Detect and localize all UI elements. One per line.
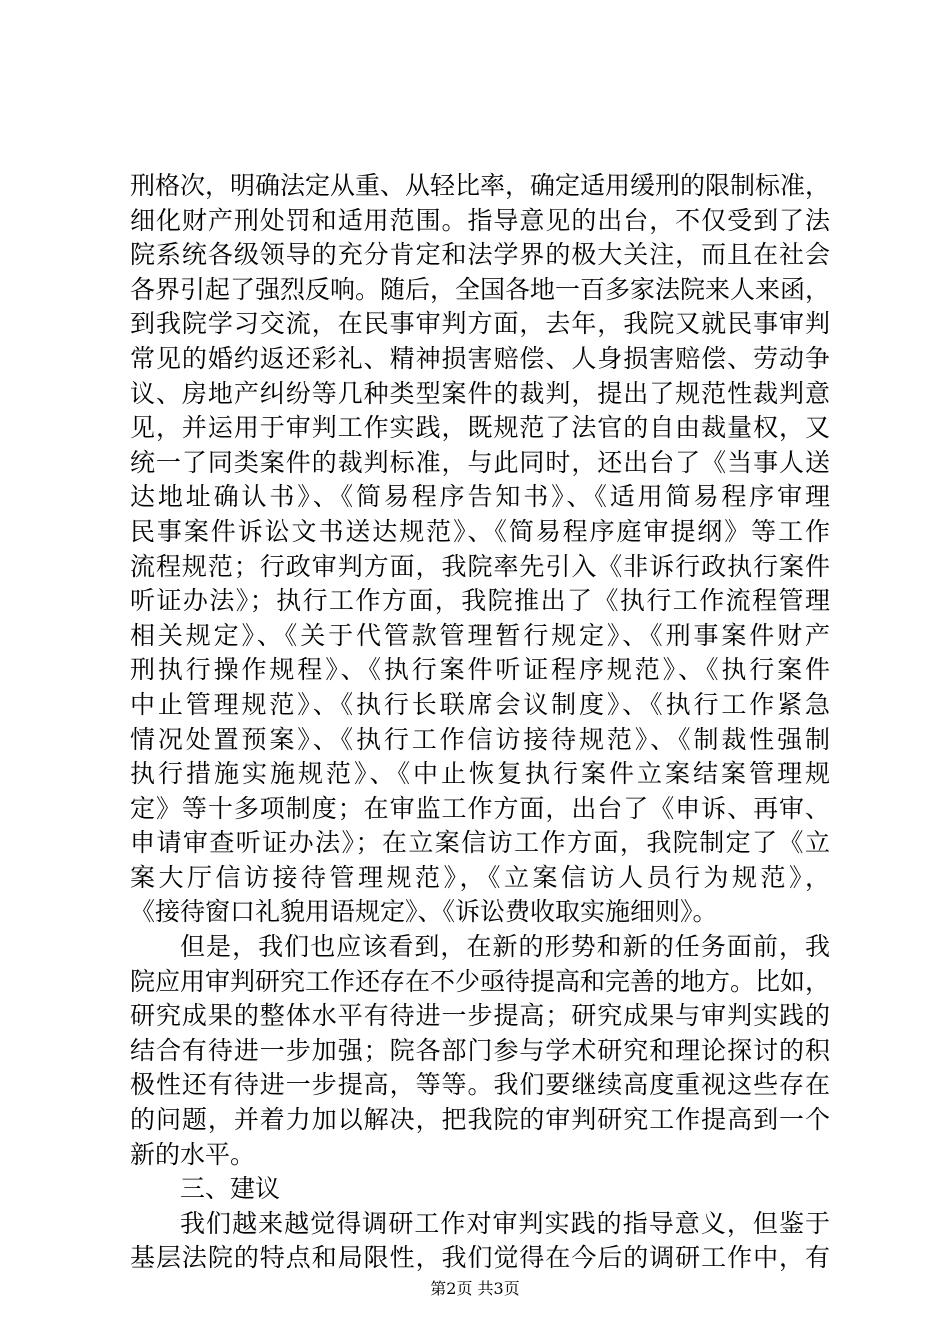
text-line: 常见的婚约返还彩礼、精神损害赔偿、人身损害赔偿、劳动争	[130, 343, 830, 373]
text-line: 情况处置预案》、《执行工作信访接待规范》、《制裁性强制	[130, 724, 830, 754]
text-line: 见，并运用于审判工作实践，既规范了法官的自由裁量权，又	[130, 413, 830, 443]
text-line: 流程规范；行政审判方面，我院率先引入《非诉行政执行案件	[130, 551, 830, 581]
text-line: 刑执行操作规程》、《执行案件听证程序规范》、《执行案件	[130, 655, 830, 685]
text-line: 我们越来越觉得调研工作对审判实践的指导意义，但鉴于	[180, 1208, 830, 1238]
text-line: 民事案件诉讼文书送达规范》、《简易程序庭审提纲》等工作	[130, 516, 830, 546]
text-line: 院系统各级领导的充分肯定和法学界的极大关注，而且在社会	[130, 240, 830, 270]
text-line: 中止管理规范》、《执行长联席会议制度》、《执行工作紧急	[130, 689, 830, 719]
text-line: 达地址确认书》、《简易程序告知书》、《适用简易程序审理	[130, 482, 830, 512]
text-line: 各界引起了强烈反响。随后，全国各地一百多家法院来人来函，	[130, 274, 831, 304]
text-line: 案大厅信访接待管理规范》，《立案信访人员行为规范》，	[130, 862, 830, 892]
text-line: 基层法院的特点和局限性，我们觉得在今后的调研工作中，有	[130, 1243, 830, 1273]
text-line: 议、房地产纠纷等几种类型案件的裁判，提出了规范性裁判意	[130, 378, 830, 408]
text-line: 刑格次，明确法定从重、从轻比率，确定适用缓刑的限制标准，	[130, 171, 831, 200]
page-number: 第2页 共3页	[430, 1279, 520, 1298]
document-body	[130, 169, 830, 1276]
text-line: 细化财产刑处罚和适用范围。指导意见的出台，不仅受到了法	[130, 205, 830, 235]
text-line: 三、建议	[180, 1174, 281, 1204]
text-line: 结合有待进一步加强；院各部门参与学术研究和理论探讨的积	[130, 1035, 830, 1065]
text-line: 到我院学习交流，在民事审判方面，去年，我院又就民事审判	[130, 309, 830, 339]
text-line: 相关规定》、《关于代管款管理暂行规定》、《刑事案件财产	[130, 620, 830, 650]
text-line: 《接待窗口礼貌用语规定》、《诉讼费收取实施细则》。	[130, 897, 718, 927]
text-line: 听证办法》；执行工作方面，我院推出了《执行工作流程管理	[130, 586, 830, 616]
text-line: 统一了同类案件的裁判标准，与此同时，还出台了《当事人送	[130, 447, 830, 477]
text-line: 的问题，并着力加以解决，把我院的审判研究工作提高到一个	[130, 1105, 830, 1135]
text-line: 申请审查听证办法》；在立案信访工作方面，我院制定了《立	[130, 828, 830, 858]
text-line: 定》等十多项制度；在审监工作方面，出台了《申诉、再审、	[130, 793, 830, 823]
page-footer	[0, 1276, 950, 1299]
text-line: 极性还有待进一步提高，等等。我们要继续高度重视这些存在	[130, 1070, 830, 1100]
text-line: 院应用审判研究工作还存在不少亟待提高和完善的地方。比如，	[130, 966, 831, 996]
text-line: 研究成果的整体水平有待进一步提高；研究成果与审判实践的	[130, 1001, 830, 1031]
text-line: 但是，我们也应该看到，在新的形势和新的任务面前，我	[180, 932, 830, 962]
text-line: 新的水平。	[130, 1139, 256, 1169]
text-line: 执行措施实施规范》、《中止恢复执行案件立案结案管理规	[130, 759, 830, 789]
